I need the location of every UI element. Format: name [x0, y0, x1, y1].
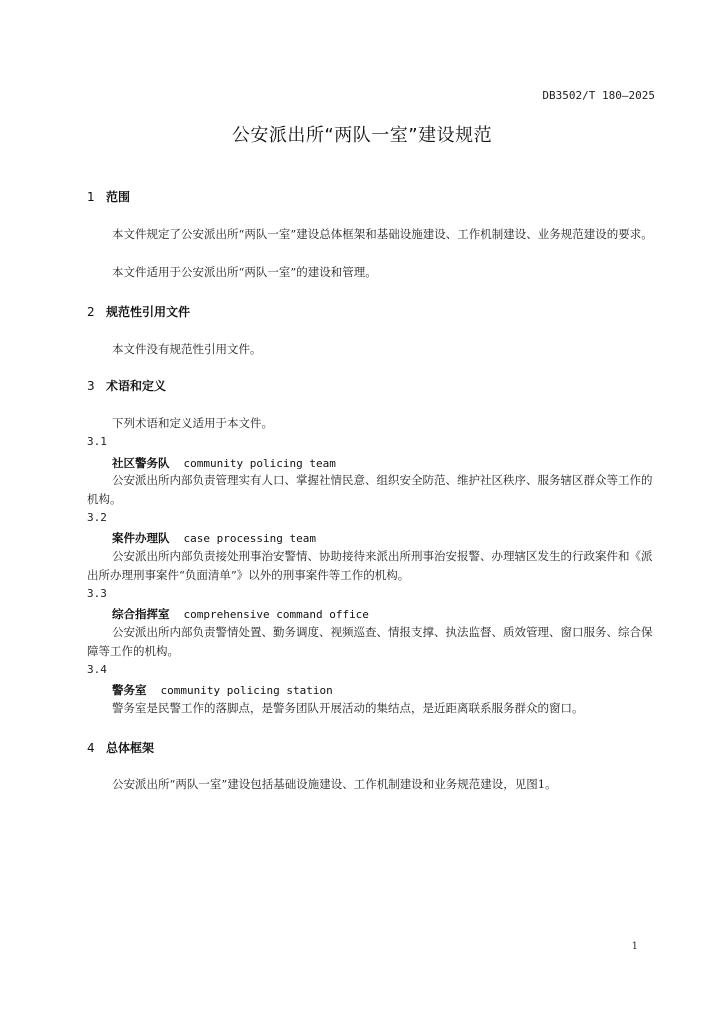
paragraph: 本文件没有规范性引用文件。: [112, 342, 262, 356]
term-zh: 综合指挥室: [112, 607, 170, 621]
clause-number: 3.3: [87, 587, 107, 600]
term-en: comprehensive command office: [183, 608, 369, 621]
term-en: community policing station: [160, 684, 333, 697]
clause-number: 3.2: [87, 511, 107, 524]
term-entry: [112, 606, 369, 622]
paragraph: 本文件规定了公安派出所“两队一室”建设总体框架和基础设施建设、工作机制建设、业务规范建设的要求。: [112, 227, 653, 241]
page-number: 1: [631, 941, 638, 952]
clause-number: 3.1: [87, 435, 107, 448]
paragraph: 本文件适用于公安派出所“两队一室”的建设和管理。: [112, 265, 377, 279]
term-entry: [112, 530, 316, 546]
section-number: 1: [87, 190, 95, 204]
section-title: 规范性引用文件: [106, 305, 191, 319]
section-3-heading: [87, 377, 166, 394]
term-en: community policing team: [183, 457, 336, 470]
section-title: 术语和定义: [106, 379, 167, 393]
term-definition: 公安派出所内部负责管理实有人口、掌握社情民意、组织安全防范、维护社区秩序、服务辖区群众等工作的机构。: [87, 473, 653, 506]
section-title: 范围: [106, 190, 131, 204]
section-title: 总体框架: [106, 741, 155, 755]
section-1-heading: [87, 188, 130, 205]
section-number: 4: [87, 741, 95, 755]
term-definition: 警务室是民警工作的落脚点，是警务团队开展活动的集结点，是近距离联系服务群众的窗口。: [112, 701, 584, 715]
clause-number: 3.4: [87, 663, 107, 676]
term-entry: [112, 682, 333, 698]
term-definition: 公安派出所内部负责警情处置、勤务调度、视频巡查、情报支撑、执法监督、质效管理、窗口服务、综合保障等工作的机构。: [87, 625, 653, 658]
term-zh: 案件办理队: [112, 531, 170, 545]
term-definition: 公安派出所内部负责接处刑事治安警情、协助接待来派出所刑事治安报警、办理辖区发生的行政案件和《派出所办理刑事案件“负面清单”》以外的刑事案件等工作的机构。: [87, 549, 653, 582]
section-number: 3: [87, 379, 95, 393]
document-code: DB3502/T 180—2025: [542, 89, 655, 102]
section-2-heading: [87, 303, 190, 320]
section-4-heading: [87, 739, 154, 756]
term-entry: [112, 455, 336, 471]
term-en: case processing team: [183, 532, 316, 545]
paragraph: 下列术语和定义适用于本文件。: [112, 416, 273, 430]
document-title: 公安派出所“两队一室”建设规范: [231, 125, 493, 146]
term-zh: 警务室: [112, 683, 147, 697]
section-number: 2: [87, 305, 95, 319]
term-zh: 社区警务队: [112, 456, 170, 470]
paragraph: 公安派出所“两队一室”建设包括基础设施建设、工作机制建设和业务规范建设，见图1。: [112, 777, 557, 791]
